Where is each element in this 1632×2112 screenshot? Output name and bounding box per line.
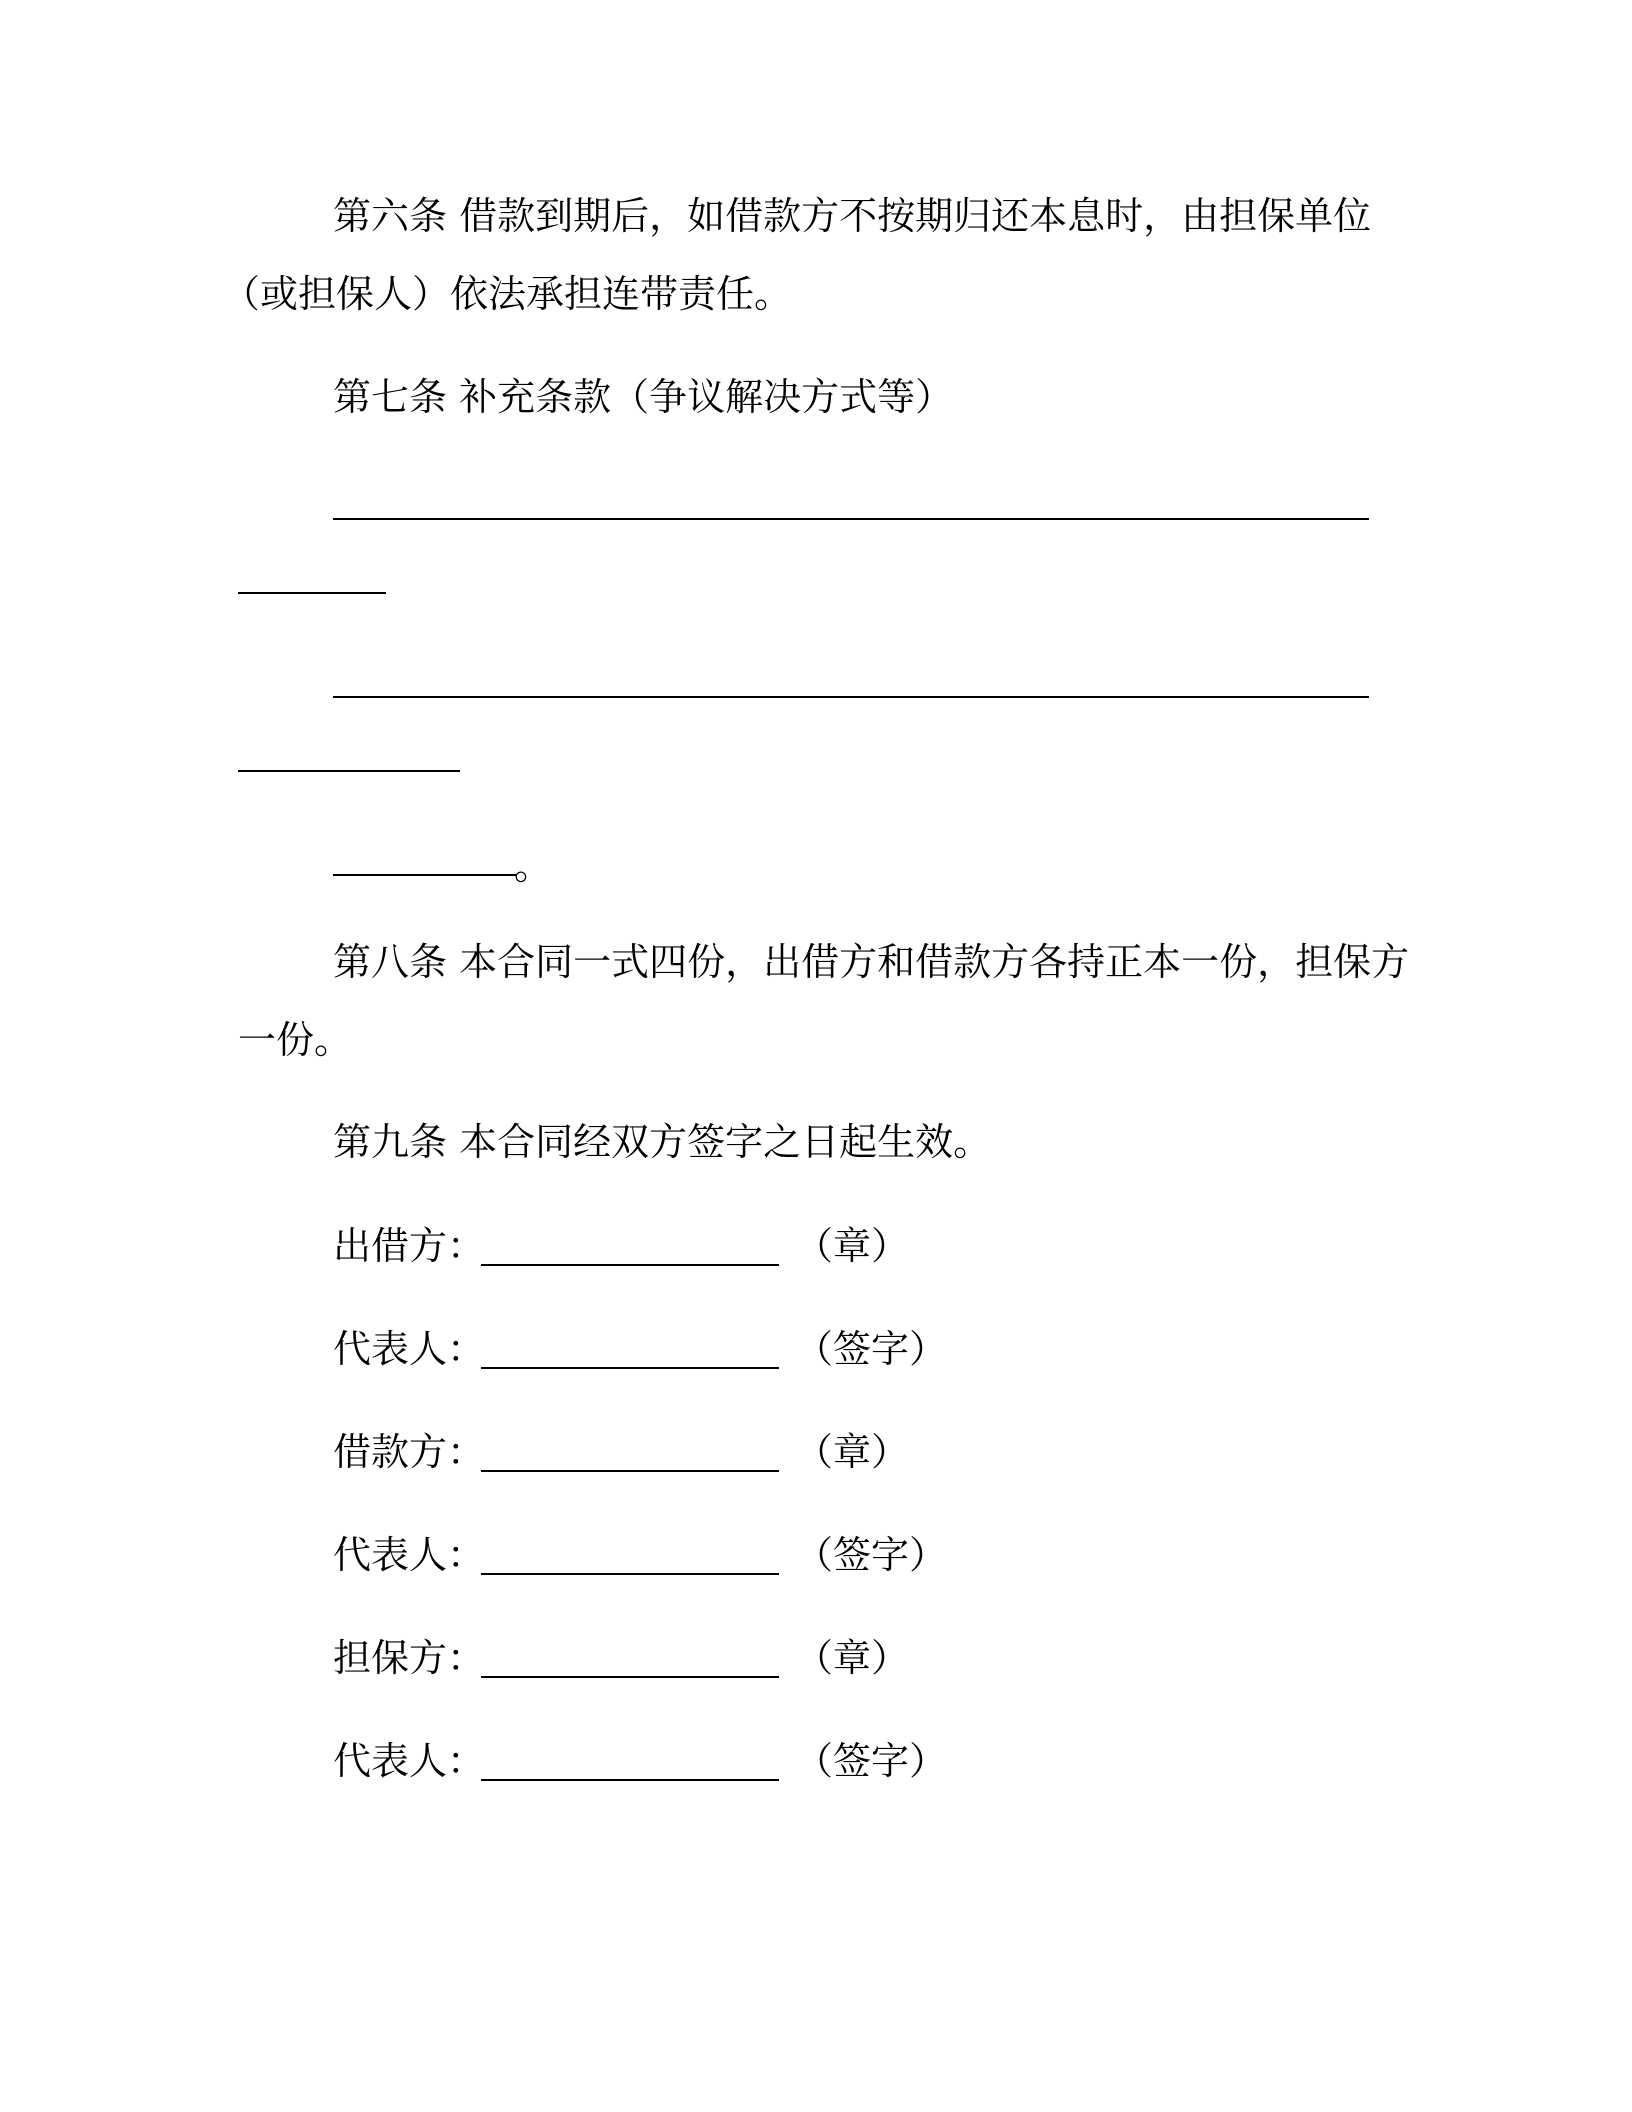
blank-line-2[interactable] [333,696,1369,698]
signature-blank[interactable] [481,1676,779,1678]
signature-note: （签字） [795,1739,948,1783]
blank-line-3[interactable] [333,874,517,876]
article-7-period: 。 [514,844,553,888]
signature-label: 出借方： [333,1224,486,1268]
blank-line-1-cont[interactable] [238,592,386,594]
article-6-line-2: （或担保人）依法承担连带责任。 [222,272,793,316]
article-8-line-1: 第八条 本合同一式四份，出借方和借款方各持正本一份，担保方 [333,940,1410,984]
signature-blank[interactable] [481,1264,779,1266]
signature-label: 代表人： [333,1739,486,1783]
signature-note: （章） [795,1636,910,1680]
signature-note: （签字） [795,1327,948,1371]
article-6-line-1: 第六条 借款到期后，如借款方不按期归还本息时，由担保单位 [333,194,1372,238]
signature-blank[interactable] [481,1470,779,1472]
signature-label: 代表人： [333,1327,486,1371]
article-7-title: 第七条 补充条款（争议解决方式等） [333,375,954,419]
article-8-line-2: 一份。 [238,1018,353,1062]
signature-note: （章） [795,1430,910,1474]
signature-blank[interactable] [481,1779,779,1781]
signature-label: 借款方： [333,1430,486,1474]
signature-note: （签字） [795,1533,948,1577]
signature-label: 代表人： [333,1533,486,1577]
signature-blank[interactable] [481,1367,779,1369]
signature-label: 担保方： [333,1636,486,1680]
signature-blank[interactable] [481,1573,779,1575]
article-9: 第九条 本合同经双方签字之日起生效。 [333,1120,992,1164]
blank-line-2-cont[interactable] [238,770,460,772]
signature-note: （章） [795,1224,910,1268]
blank-line-1[interactable] [333,518,1369,520]
